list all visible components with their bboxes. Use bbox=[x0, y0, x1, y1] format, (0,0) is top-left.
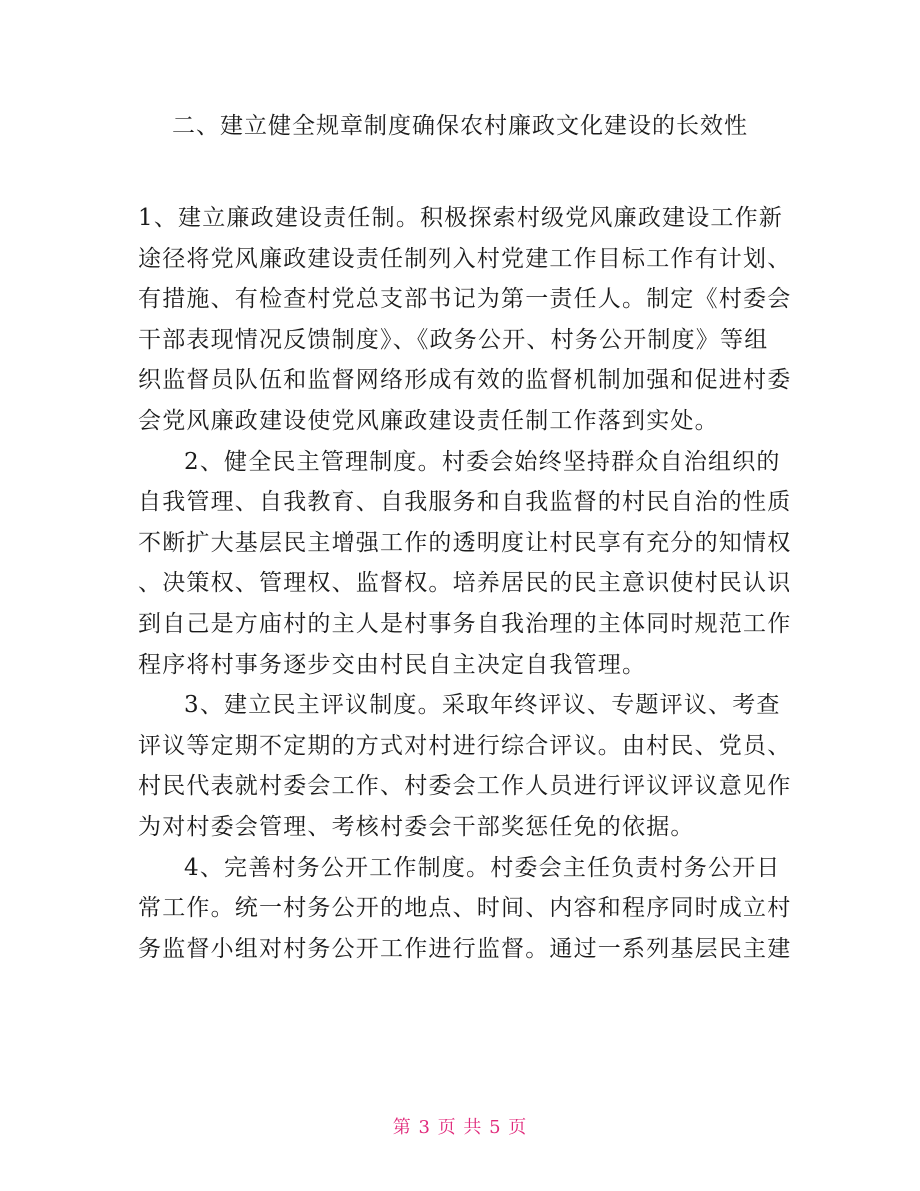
text-line: 自我管理、自我教育、自我服务和自我监督的村民自治的性质 bbox=[138, 489, 792, 516]
text-line: 1、建立廉政建设责任制。积极探索村级党风廉政建设工作新 bbox=[138, 205, 784, 231]
paragraph-2 bbox=[138, 442, 792, 686]
text-line: 织监督员队伍和监督网络形成有效的监督机制加强和促进村委 bbox=[138, 367, 792, 394]
text-line: 务监督小组对村务公开工作进行监督。通过一系列基层民主建 bbox=[138, 935, 792, 962]
text-line: 干部表现情况反馈制度》、《政务公开、村务公开制度》等组 bbox=[138, 326, 769, 353]
text-line: 3、建立民主评议制度。采取年终评议、专题评议、考查 bbox=[184, 692, 781, 719]
paragraph-3 bbox=[138, 685, 792, 847]
text-line: 不断扩大基层民主增强工作的透明度让村民享有充分的知情权 bbox=[138, 529, 792, 556]
text-line: 、决策权、管理权、监督权。培养居民的民主意识使村民认识 bbox=[138, 570, 792, 597]
section-heading: 二、建立健全规章制度确保农村廉政文化建设的长效性 bbox=[172, 113, 748, 139]
text-line: 有措施、有检查村党总支部书记为第一责任人。制定《村委会 bbox=[138, 286, 792, 313]
text-line: 2、健全民主管理制度。村委会始终坚持群众自治组织的 bbox=[184, 448, 781, 475]
document-body bbox=[138, 198, 792, 969]
paragraph-1 bbox=[138, 198, 792, 442]
text-line: 村民代表就村委会工作、村委会工作人员进行评议评议意见作 bbox=[138, 773, 792, 800]
text-line: 会党风廉政建设使党风廉政建设责任制工作落到实处。 bbox=[138, 407, 719, 434]
text-line: 程序将村事务逐步交由村民自主决定自我管理。 bbox=[138, 651, 647, 678]
text-line: 4、完善村务公开工作制度。村委会主任负责村务公开日 bbox=[184, 854, 781, 881]
text-line: 为对村委会管理、考核村委会干部奖惩任免的依据。 bbox=[138, 813, 695, 840]
text-line: 到自己是方庙村的主人是村事务自我治理的主体同时规范工作 bbox=[138, 610, 792, 637]
text-line: 常工作。统一村务公开的地点、时间、内容和程序同时成立村 bbox=[138, 895, 792, 922]
paragraph-4 bbox=[138, 848, 792, 970]
text-line: 途径将党风廉政建设责任制列入村党建工作目标工作有计划、 bbox=[138, 245, 792, 272]
text-line: 评议等定期不定期的方式对村进行综合评议。由村民、党员、 bbox=[138, 732, 792, 759]
page-number-footer: 第 3 页 共 5 页 bbox=[392, 1117, 528, 1138]
